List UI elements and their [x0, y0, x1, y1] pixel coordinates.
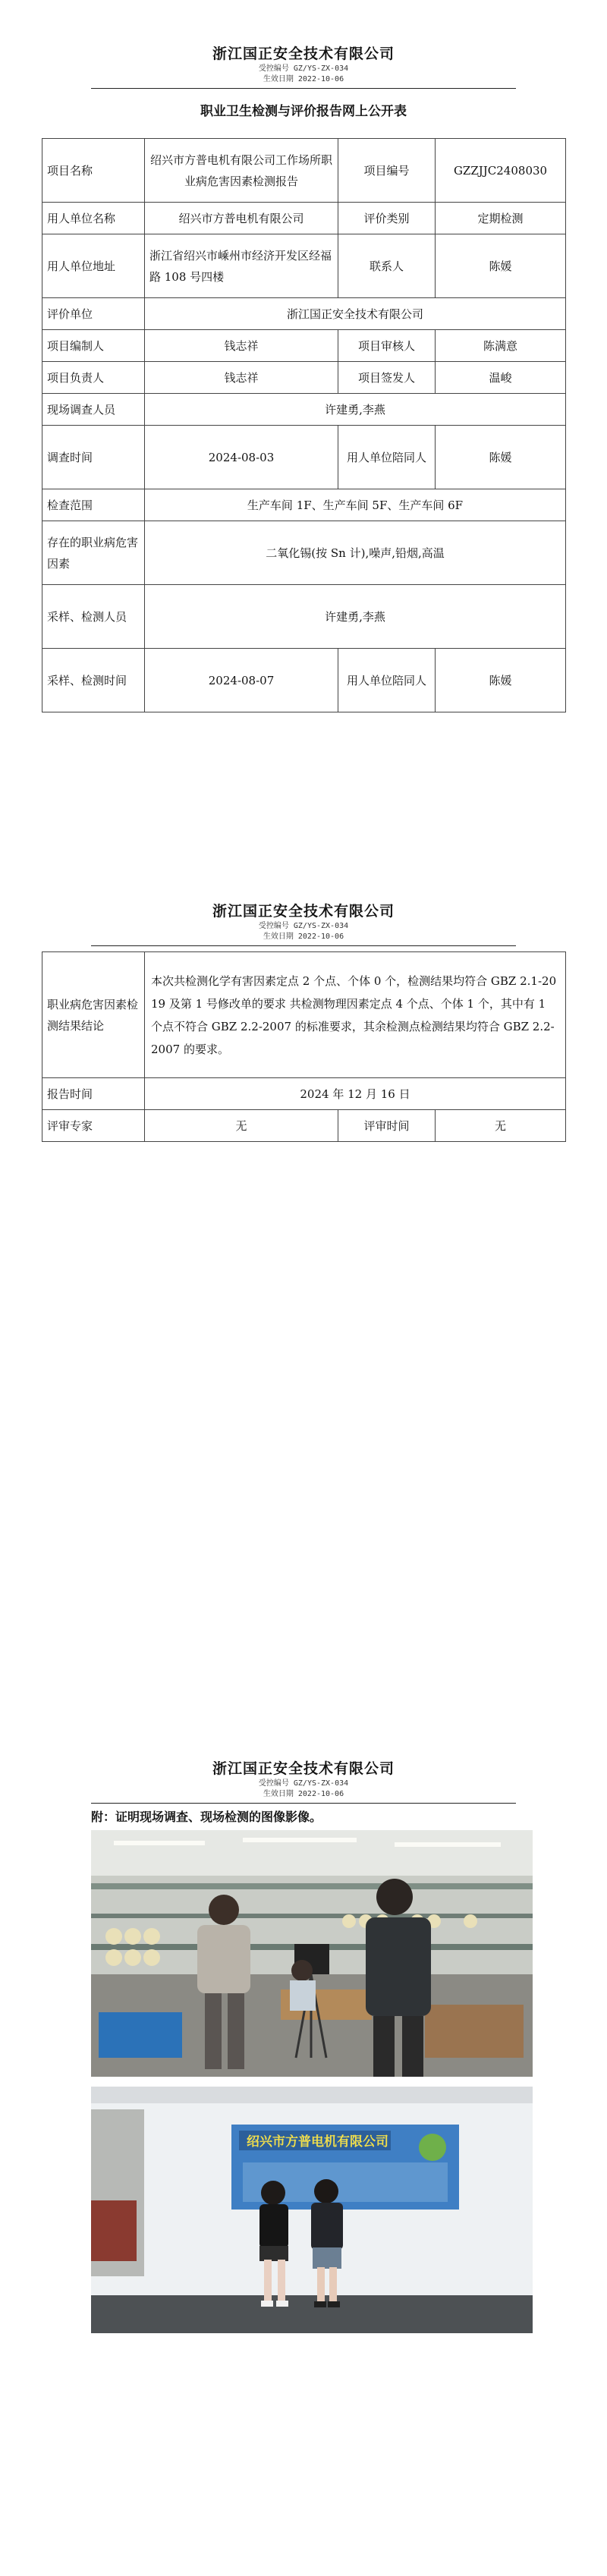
- page-3: [0, 1715, 607, 2576]
- report-time-label: 报告时间: [42, 1078, 145, 1110]
- header-divider: [91, 1803, 516, 1804]
- expert: 无: [145, 1110, 338, 1142]
- table-row: [42, 585, 566, 649]
- sampling-staff-label: 采样、检测人员: [42, 585, 145, 649]
- table-row: [42, 298, 566, 330]
- effective-date: 生效日期 2022-10-06: [263, 75, 344, 83]
- survey-time: 2024-08-03: [145, 426, 338, 489]
- conclusion-text: 本次共检测化学有害因素定点 2 个点、个体 0 个，检测结果均符合 GBZ 2.1-2019 及第 1 号修改单的要求 共检测物理因素定点 4 个点、个体 1 个，其中有 1 个点不符合 GBZ 2.2-2007 的标准要求，其余检测点检测结果均符合 GBZ 2.2-2007 的要求。: [145, 952, 566, 1078]
- table-row: [42, 139, 566, 203]
- hazards-label: 存在的职业病危害因素: [42, 521, 145, 585]
- compiler-label: 项目编制人: [42, 330, 145, 362]
- leader-label: 项目负责人: [42, 362, 145, 394]
- field-inspection-photo: [91, 2087, 533, 2333]
- header-divider: [91, 945, 516, 946]
- banner-scene-image: [91, 2087, 533, 2333]
- table-row: [42, 649, 566, 712]
- effective-date: 生效日期 2022-10-06: [263, 933, 344, 941]
- page-1: [0, 0, 607, 857]
- sampling-staff: 许建勇,李燕: [145, 585, 566, 649]
- project-name: 绍兴市方普电机有限公司工作场所职业病危害因素检测报告: [145, 139, 338, 203]
- control-number: 受控编号 GZ/YS-ZX-034: [258, 64, 349, 73]
- table-row: [42, 330, 566, 362]
- table-row: [42, 489, 566, 521]
- table-row: [42, 1110, 566, 1142]
- survey-escort-label: 用人单位陪同人: [338, 426, 436, 489]
- employer-label: 用人单位名称: [42, 203, 145, 234]
- eval-type-label: 评价类别: [338, 203, 436, 234]
- header-divider: [91, 88, 516, 89]
- survey-staff: 许建勇,李燕: [145, 394, 566, 426]
- table-row: [42, 952, 566, 1078]
- hazards: 二氧化锡(按 Sn 计),噪声,铅烟,高温: [145, 521, 566, 585]
- reviewer: 陈满意: [436, 330, 566, 362]
- company-name: 浙江国正安全技术有限公司: [212, 1760, 395, 1777]
- banner-text: 绍兴市方普电机有限公司: [247, 2134, 388, 2150]
- report-time: 2024 年 12 月 16 日: [145, 1078, 566, 1110]
- contact-label: 联系人: [338, 234, 436, 298]
- eval-unit-label: 评价单位: [42, 298, 145, 330]
- address: 浙江省绍兴市嵊州市经济开发区经福路 108 号四楼: [145, 234, 338, 298]
- page-2: [0, 857, 607, 1715]
- control-number: 受控编号 GZ/YS-ZX-034: [258, 922, 349, 930]
- project-name-label: 项目名称: [42, 139, 145, 203]
- field-survey-photo: [91, 1830, 533, 2077]
- eval-unit: 浙江国正安全技术有限公司: [145, 298, 566, 330]
- contact: 陈媛: [436, 234, 566, 298]
- workshop-scene-image: [91, 1830, 533, 2077]
- issuer: 温峻: [436, 362, 566, 394]
- table-row: [42, 426, 566, 489]
- report-title: 职业卫生检测与评价报告网上公开表: [200, 104, 407, 119]
- disclosure-table: [42, 138, 566, 712]
- table-row: [42, 362, 566, 394]
- sampling-escort: 陈媛: [436, 649, 566, 712]
- table-row: [42, 203, 566, 234]
- eval-type: 定期检测: [436, 203, 566, 234]
- company-name: 浙江国正安全技术有限公司: [212, 903, 395, 920]
- compiler: 钱志祥: [145, 330, 338, 362]
- company-name: 浙江国正安全技术有限公司: [212, 46, 395, 62]
- conclusion-table: [42, 951, 566, 1142]
- reviewer-label: 项目审核人: [338, 330, 436, 362]
- review-time-label: 评审时间: [338, 1110, 436, 1142]
- address-label: 用人单位地址: [42, 234, 145, 298]
- sampling-time-label: 采样、检测时间: [42, 649, 145, 712]
- leader: 钱志祥: [145, 362, 338, 394]
- appendix-caption: 附：证明现场调查、现场检测的图像影像。: [91, 1810, 322, 1824]
- review-time: 无: [436, 1110, 566, 1142]
- employer: 绍兴市方普电机有限公司: [145, 203, 338, 234]
- table-row: [42, 234, 566, 298]
- table-row: [42, 394, 566, 426]
- survey-staff-label: 现场调查人员: [42, 394, 145, 426]
- control-number: 受控编号 GZ/YS-ZX-034: [258, 1779, 349, 1788]
- expert-label: 评审专家: [42, 1110, 145, 1142]
- survey-time-label: 调查时间: [42, 426, 145, 489]
- project-no: GZZJJC2408030: [436, 139, 566, 203]
- project-no-label: 项目编号: [338, 139, 436, 203]
- sampling-time: 2024-08-07: [145, 649, 338, 712]
- sampling-escort-label: 用人单位陪同人: [338, 649, 436, 712]
- scope: 生产车间 1F、生产车间 5F、生产车间 6F: [145, 489, 566, 521]
- conclusion-label: 职业病危害因素检测结果结论: [42, 952, 145, 1078]
- issuer-label: 项目签发人: [338, 362, 436, 394]
- survey-escort: 陈媛: [436, 426, 566, 489]
- effective-date: 生效日期 2022-10-06: [263, 1790, 344, 1798]
- table-row: [42, 521, 566, 585]
- table-row: [42, 1078, 566, 1110]
- scope-label: 检查范围: [42, 489, 145, 521]
